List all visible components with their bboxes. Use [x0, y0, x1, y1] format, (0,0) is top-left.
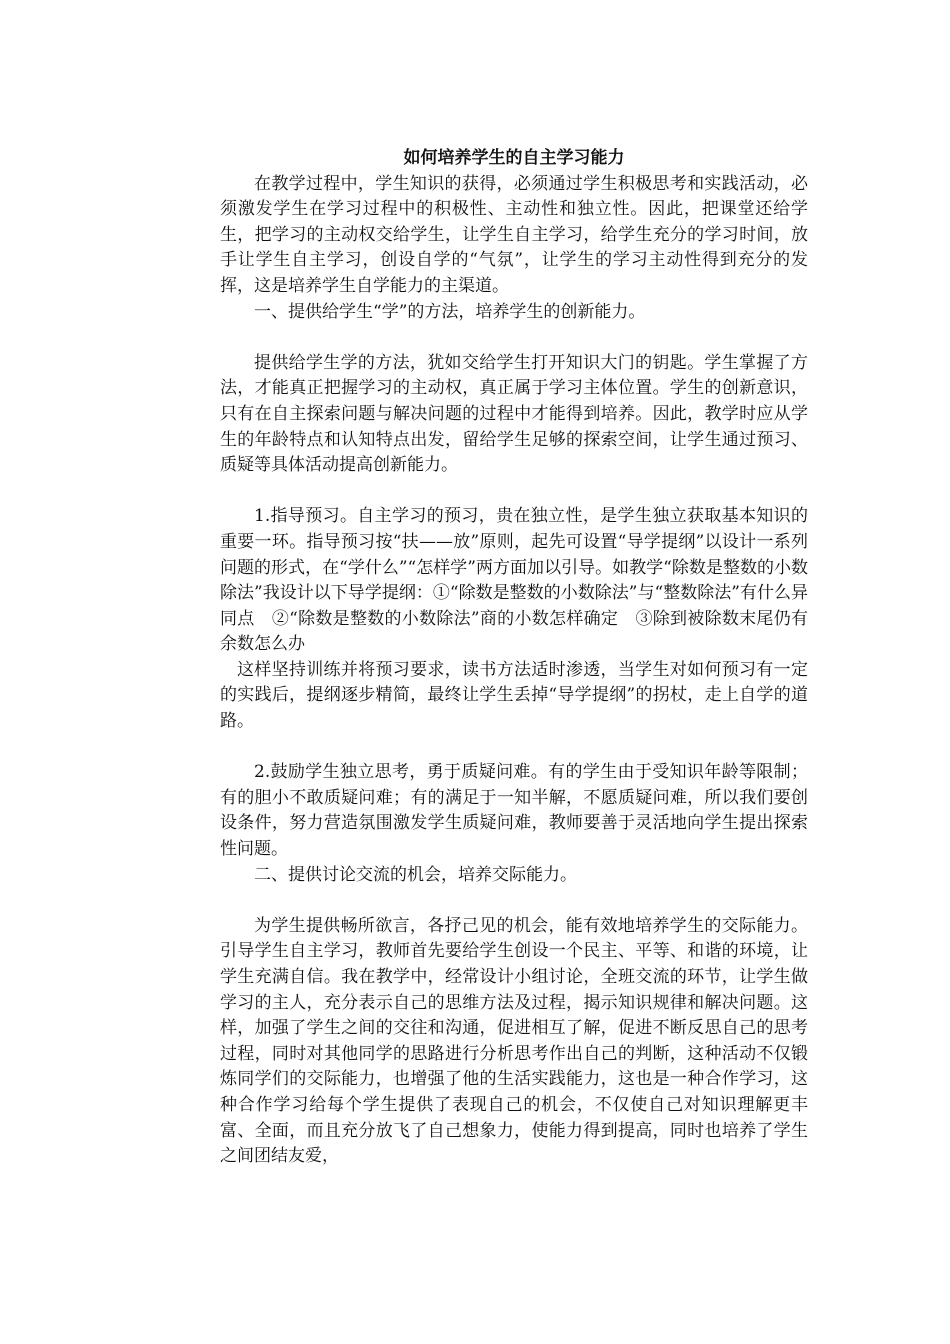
document-title: 如何培养学生的自主学习能力 [403, 148, 625, 168]
document-page [220, 146, 808, 1170]
item-1-paragraph: 1.指导预习。自主学习的预习，贵在独立性，是学生独立获取基本知识的重要一环。指导预习按“扶——放”原则，起先可设置“导学提纲”以设计一系列问题的形式，在“学什么”“怎样学”两方面加以引导。如教学“除数是整数的小数除法”我设计以下导学提纲：①“除数是整数的小数除法”与“整数除法”有什么异同点 ②“除数是整数的小数除法”商的小数怎样确定 ③除到被除数末尾仍有余数怎么办 [220, 506, 808, 655]
section-2-paragraph: 为学生提供畅所欲言，各抒己见的机会，能有效地培养学生的交际能力。引导学生自主学习，教师首先要给学生创设一个民主、平等、和谐的环境，让学生充满自信。我在教学中，经常设计小组讨论，全班交流的环节，让学生做学习的主人，充分表示自己的思维方法及过程，揭示知识规律和解决问题。这样，加强了学生之间的交往和沟通，促进相互了解，促进不断反思自己的思考过程，同时对其他同学的思路进行分析思考作出自己的判断，这种活动不仅锻炼同学们的交际能力，也增强了他的生活实践能力，这也是一种合作学习，这种合作学习给每个学生提供了表现自己的机会，不仅使自己对知识理解更丰富、全面，而且充分放飞了自己想象力，使能力得到提高，同时也培养了学生之间团结友爱， [220, 915, 808, 1167]
item-1-continuation: 这样坚持训练并将预习要求，读书方法适时渗透，当学生对如何预习有一定的实践后，提纲逐步精简，最终让学生丢掉“导学提纲”的拐杖，走上自学的道路。 [220, 659, 808, 732]
section-2-heading: 二、提供讨论交流的机会，培养交际能力。 [254, 864, 577, 885]
intro-paragraph: 在教学过程中，学生知识的获得，必须通过学生积极思考和实践活动，必须激发学生在学习过程中的积极性、主动性和独立性。因此，把课堂还给学生，把学习的主动权交给学生，让学生自主学习，给学生充分的学习时间，放手让学生自主学习，创设自学的“气氛”，让学生的学习主动性得到充分的发挥，这是培养学生自学能力的主渠道。 [220, 173, 808, 296]
item-2-paragraph: 2.鼓励学生独立思考，勇于质疑问难。有的学生由于受知识年龄等限制；有的胆小不敢质疑问难；有的满足于一知半解，不愿质疑问难，所以我们要创设条件，努力营造氛围激发学生质疑问难，教师要善于灵活地向学生提出探索性问题。 [220, 762, 808, 860]
section-1-heading: 一、提供给学生“学”的方法，培养学生的创新能力。 [254, 301, 646, 322]
section-1-paragraph: 提供给学生学的方法，犹如交给学生打开知识大门的钥匙。学生掌握了方法，才能真正把握学习的主动权，真正属于学习主体位置。学生的创新意识，只有在自主探索问题与解决问题的过程中才能得到培养。因此，教学时应从学生的年龄特点和认知特点出发，留给学生足够的探索空间，让学生通过预习、质疑等具体活动提高创新能力。 [220, 352, 808, 476]
